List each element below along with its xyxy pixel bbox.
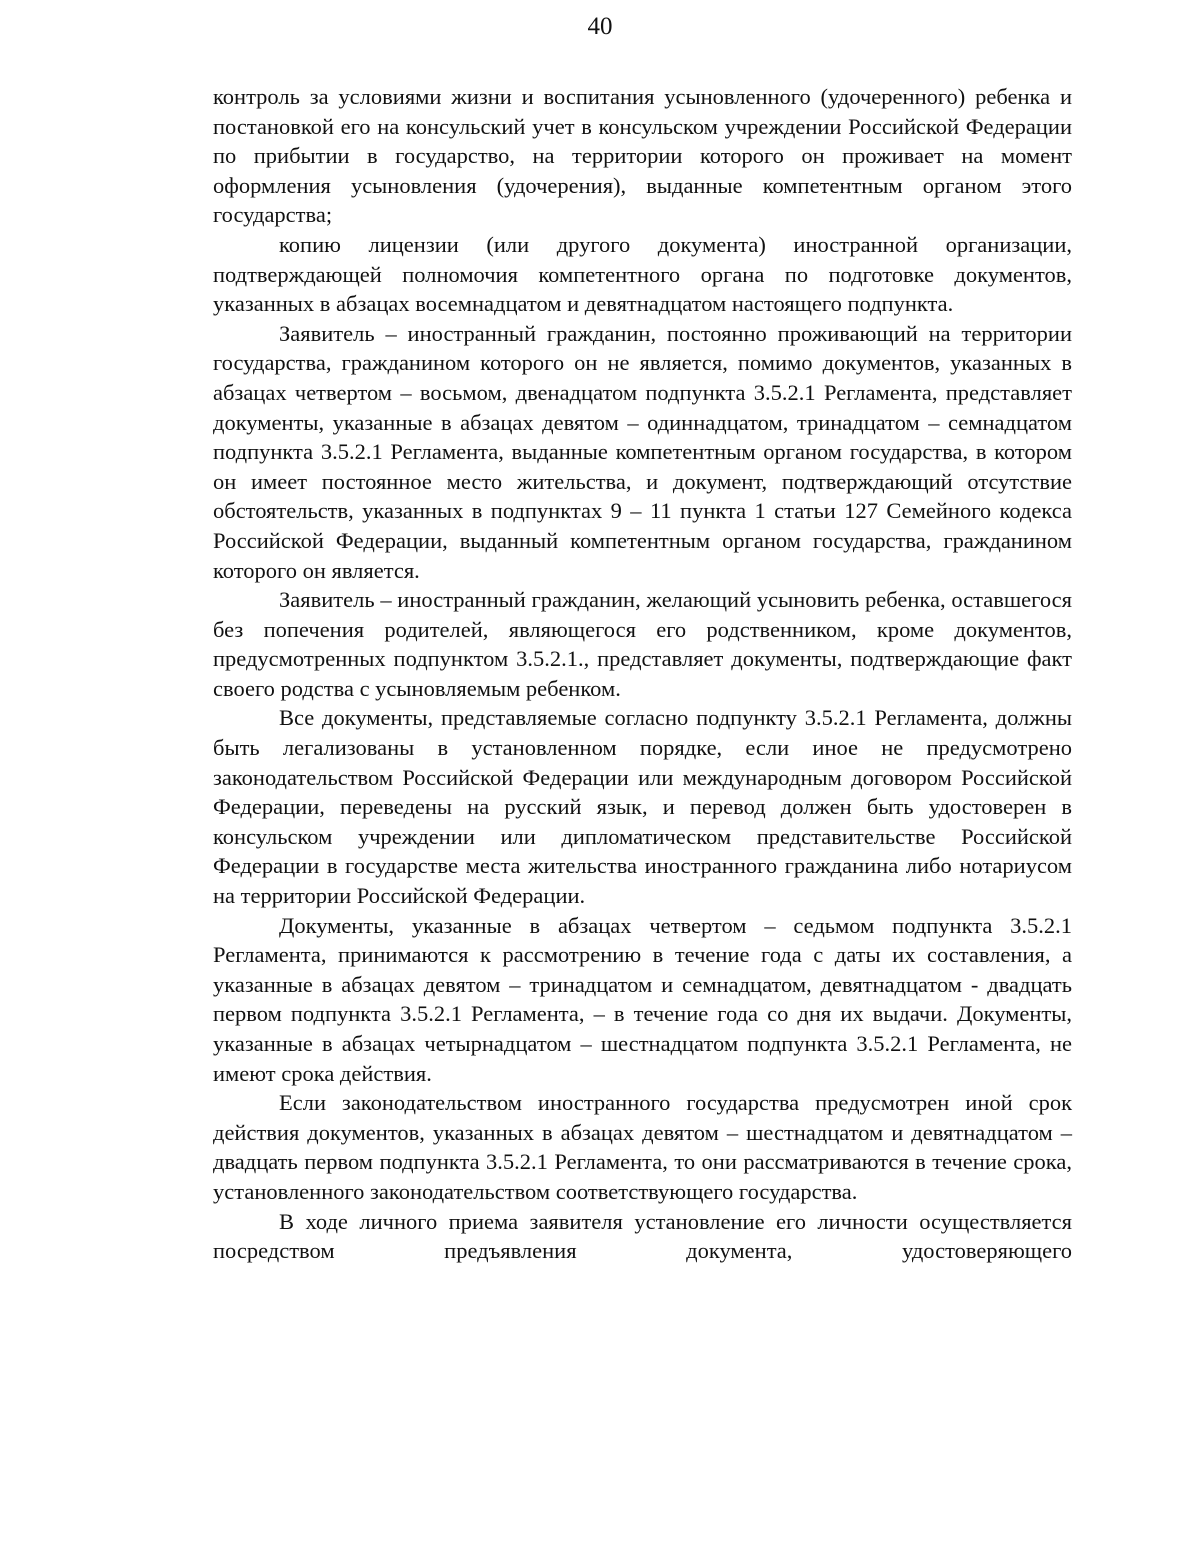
- paragraph-2: копию лицензии (или другого документа) иностранной организации, подтверждающей полномочия компетентного органа по подготовке документов, указанных в абзацах восемнадцатом и девятнадцатом настоящего подпункта.: [213, 231, 1072, 317]
- paragraph-8: В ходе личного приема заявителя установление его личности осуществляется посредством предъявления документа, удостоверяющего: [213, 1208, 1072, 1264]
- paragraph-1: контроль за условиями жизни и воспитания усыновленного (удочеренного) ребенка и постановкой его на консульский учет в консульском учреждении Российской Федерации по прибытии в государство, на территории которого он проживает на момент оформления усыновления (удочерения), выданные компетентным органом этого государства;: [213, 84, 1072, 228]
- paragraph-3: Заявитель – иностранный гражданин, постоянно проживающий на территории государства, гражданином которого он не является, помимо документов, указанных в абзацах четвертом – восьмом, двенадцатом подпункта 3.5.2.1 Регламента, представляет документы, указанные в абзацах девятом – одиннадцатом, тринадцатом – семнадцатом подпункта 3.5.2.1 Регламента, выданные компетентным органом государства, в котором он имеет постоянное место жительства, и документ, подтверждающий отсутствие обстоятельств, указанных в подпунктах 9 – 11 пункта 1 статьи 127 Семейного кодекса Российской Федерации, выданный компетентным органом государства, гражданином которого он является.: [213, 320, 1072, 583]
- paragraph-4: Заявитель – иностранный гражданин, желающий усыновить ребенка, оставшегося без попечения родителей, являющегося его родственником, кроме документов, предусмотренных подпунктом 3.5.2.1., представляет документы, подтверждающие факт своего родства с усыновляемым ребенком.: [213, 587, 1072, 701]
- document-body: [213, 82, 1072, 1266]
- page-number: 40: [587, 13, 613, 40]
- paragraph-5: Все документы, представляемые согласно подпункту 3.5.2.1 Регламента, должны быть легализованы в установленном порядке, если иное не предусмотрено законодательством Российской Федерации или международным договором Российской Федерации, переведены на русский язык, и перевод должен быть удостоверен в консульском учреждении или дипломатическом представительстве Российской Федерации в государстве места жительства иностранного гражданина либо нотариусом на территории Российской Федерации.: [213, 705, 1072, 909]
- paragraph-7: Если законодательством иностранного государства предусмотрен иной срок действия документов, указанных в абзацах девятом – шестнадцатом и девятнадцатом – двадцать первом подпункта 3.5.2.1 Регламента, то они рассматриваются в течение срока, установленного законодательством соответствующего государства.: [213, 1090, 1072, 1204]
- paragraph-6: Документы, указанные в абзацах четвертом – седьмом подпункта 3.5.2.1 Регламента, принимаются к рассмотрению в течение года с даты их составления, а указанные в абзацах девятом – тринадцатом и семнадцатом, девятнадцатом - двадцать первом подпункта 3.5.2.1 Регламента, – в течение года со дня их выдачи. Документы, указанные в абзацах четырнадцатом – шестнадцатом подпункта 3.5.2.1 Регламента, не имеют срока действия.: [213, 912, 1072, 1086]
